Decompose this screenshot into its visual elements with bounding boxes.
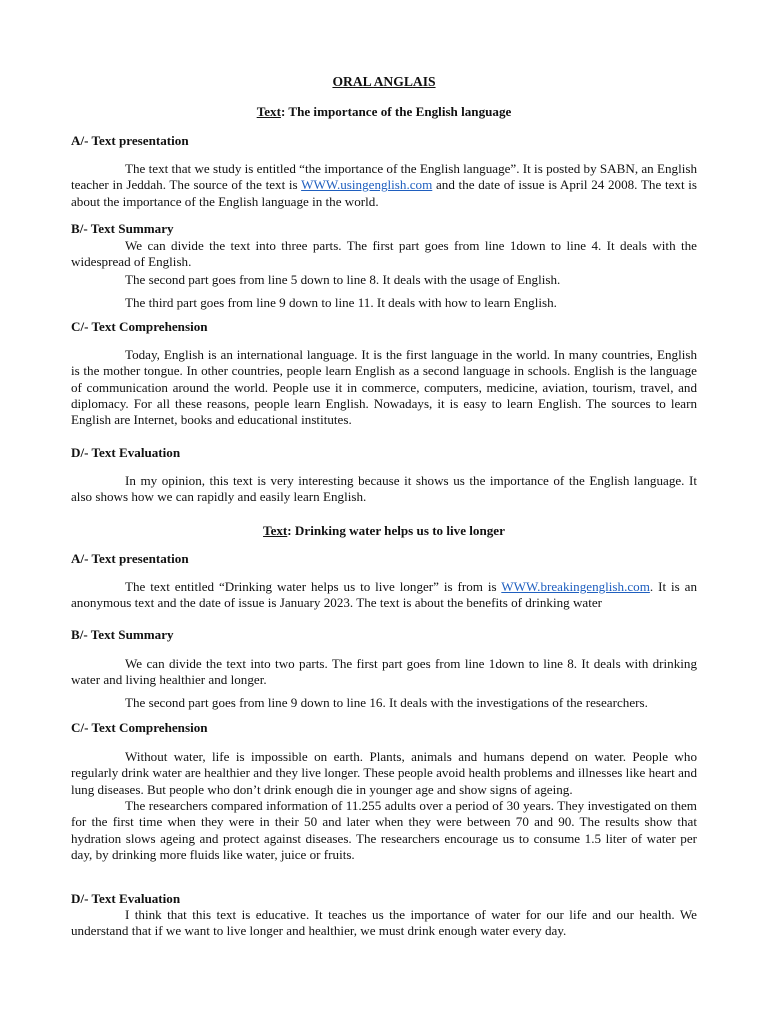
text1-presentation-pre: The text that we study is entitled “the importance of the English language”. It is posted by SABN, an English teacher in Jeddah. The source of the text is — [71, 161, 698, 193]
text1-summary-paragraph-1: We can divide the text into three parts. The first part goes from line 1down to line 4. It deals with the widespread of English. — [71, 238, 697, 270]
usingenglish-link[interactable]: WWW.usingenglish.com — [301, 177, 433, 193]
text1-title-label: Text — [256, 104, 281, 119]
text2-presentation-heading: A/- Text presentation — [71, 551, 189, 566]
text1-evaluation-paragraph: In my opinion, this text is very interesting because it shows us the importance of the English language. It also shows how we can rapidly and easily learn English. — [71, 473, 697, 505]
text1-summary-paragraph-3: The third part goes from line 9 down to line 11. It deals with how to learn English. — [125, 295, 557, 310]
text2-comprehension-paragraph-1: Without water, life is impossible on earth. Plants, animals and humans depend on water. People who regularly drink water are healthier and they live longer. These people avoid health problems and illnesses like heart and lung diseases. But people who don’t drink enough die in younger age and show signs of ageing. — [71, 749, 697, 797]
text1-summary-heading: B/- Text Summary — [71, 221, 174, 236]
text2-title — [71, 523, 697, 539]
text2-evaluation-heading: D/- Text Evaluation — [71, 891, 181, 906]
text2-summary-paragraph-2: The second part goes from line 9 down to line 16. It deals with the investigations of the researchers. — [125, 695, 648, 710]
breakingenglish-link[interactable]: WWW.breakingenglish.com — [501, 579, 650, 594]
text1-presentation-heading: A/- Text presentation — [71, 133, 189, 148]
text1-presentation-paragraph — [71, 161, 697, 210]
text2-comprehension-paragraph-2: The researchers compared information of 11.255 adults over a period of 30 years. They investigated on them for the first time when they were in their 50 and later when they were between 70 and 90. The results show that hydration slows ageing and protect against diseases. The researchers encourage us to consume 1.5 liter of water per day, by drinking more fluids like water, juice or fruits. — [71, 798, 697, 862]
text2-comprehension-heading: C/- Text Comprehension — [71, 720, 208, 735]
text1-comprehension-paragraph: Today, English is an international language. It is the first language in the world. In many countries, English is the mother tongue. In other countries, people learn English as a second language in schools. English is the language of communication around the world. People use it in commerce, computers, medicine, aviation, tourism, travel, and diplomacy. For all these reasons, people learn English. Nowadays, it is easy to learn English. The sources to learn English are Internet, books and educational institutes. — [71, 347, 697, 428]
text2-summary-heading: B/- Text Summary — [71, 627, 174, 642]
text2-presentation-paragraph — [71, 579, 697, 612]
text2-summary-paragraph-1: We can divide the text into two parts. The first part goes from line 1down to line 8. It deals with drinking water and living healthier and longer. — [71, 656, 697, 688]
text1-evaluation-heading: D/- Text Evaluation — [71, 445, 181, 460]
text1-summary-paragraph-2: The second part goes from line 5 down to line 8. It deals with the usage of English. — [125, 272, 561, 287]
text2-presentation-pre: The text entitled “Drinking water helps us to live longer” is from is — [125, 579, 502, 594]
text2-evaluation-paragraph: I think that this text is educative. It teaches us the importance of water for our life and our health. We understand that if we want to live longer and healthier, we must drink enough water every day. — [71, 907, 697, 939]
text2-presentation-post: . It is an anonymous text and the date of issue is January 2023. The text is about the benefits of drinking water — [71, 579, 697, 611]
text2-title-label: Text — [263, 523, 288, 538]
text1-title — [71, 104, 697, 120]
page-title: ORAL ANGLAIS — [332, 74, 436, 89]
text2-title-rest: : Drinking water helps us to live longer — [287, 523, 505, 538]
text1-presentation-post: and the date of issue is April 24 2008. The text is about the importance of the English language in the world. — [71, 177, 697, 209]
text1-comprehension-heading: C/- Text Comprehension — [71, 319, 208, 334]
text1-title-rest: : The importance of the English language — [280, 104, 512, 119]
